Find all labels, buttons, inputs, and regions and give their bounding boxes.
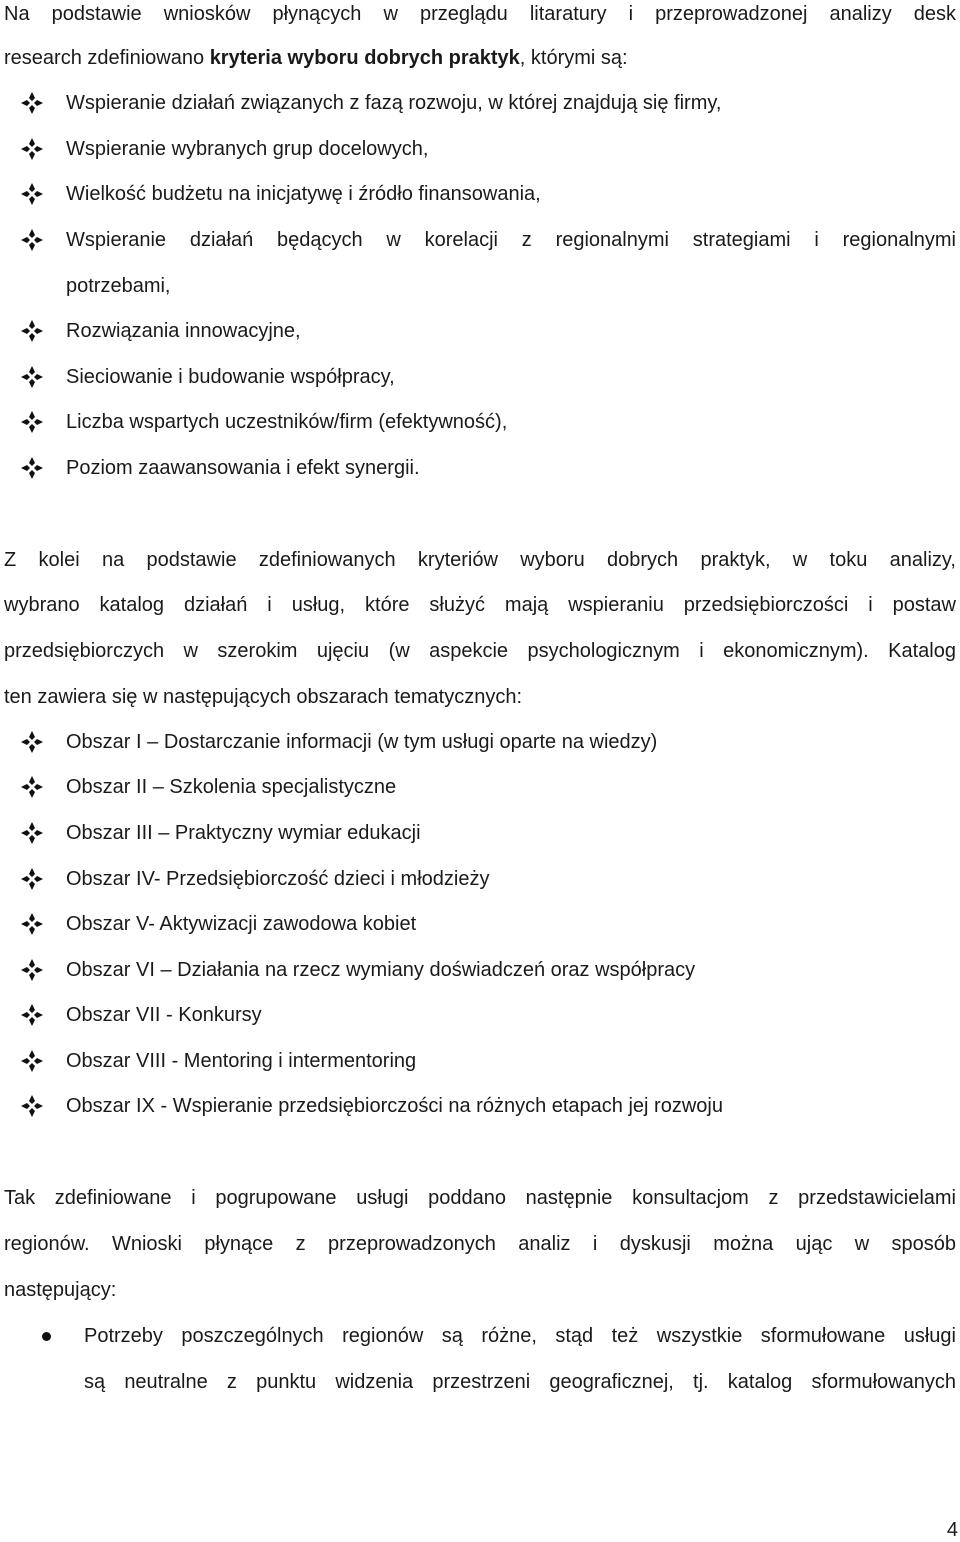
conclusion-item: Potrzeby poszczególnych regionów są różne, stąd też wszystkie sformułowane usługi: [84, 1325, 956, 1347]
para2-line: przedsiębiorczych w szerokim ujęciu (w aspekcie psychologicznym i ekonomicznym). Katalog: [4, 640, 956, 662]
diamond-bullet-icon: [20, 456, 44, 480]
diamond-bullet-icon: [20, 775, 44, 799]
para2-line: ten zawiera się w następujących obszarach tematycznych:: [4, 686, 523, 708]
area-item: Obszar III – Praktyczny wymiar edukacji: [66, 822, 421, 844]
diamond-bullet-icon: [20, 1049, 44, 1073]
criteria-item-continuation: potrzebami,: [66, 275, 171, 297]
para2-line: Z kolei na podstawie zdefiniowanych kryteriów wyboru dobrych praktyk, w toku analizy,: [4, 549, 956, 571]
para3-line: następujący:: [4, 1279, 117, 1301]
criteria-item: Wielkość budżetu na inicjatywę i źródło finansowania,: [66, 183, 541, 205]
para3-line: regionów. Wnioski płynące z przeprowadzonych analiz i dyskusji można ując w sposób: [4, 1233, 956, 1255]
page-number: 4: [946, 1519, 958, 1541]
para2-line: wybrano katalog działań i usług, które służyć mają wspieraniu przedsiębiorczości i postaw: [4, 594, 956, 616]
diamond-bullet-icon: [20, 821, 44, 845]
diamond-bullet-icon: [20, 867, 44, 891]
diamond-bullet-icon: [20, 410, 44, 434]
diamond-bullet-icon: [20, 958, 44, 982]
round-bullet-icon: [42, 1332, 51, 1341]
diamond-bullet-icon: [20, 365, 44, 389]
area-item: Obszar VI – Działania na rzecz wymiany doświadczeń oraz współpracy: [66, 959, 696, 981]
criteria-item: Wspieranie działań będących w korelacji z regionalnymi strategiami i regionalnymi: [66, 229, 956, 251]
diamond-bullet-icon: [20, 137, 44, 161]
conclusion-item-continuation: są neutralne z punktu widzenia przestrzeni geograficznej, tj. katalog sformułowanych: [84, 1371, 956, 1393]
criteria-item: Sieciowanie i budowanie współpracy,: [66, 366, 395, 388]
diamond-bullet-icon: [20, 1094, 44, 1118]
diamond-bullet-icon: [20, 1003, 44, 1027]
area-item: Obszar I – Dostarczanie informacji (w tym usługi oparte na wiedzy): [66, 731, 658, 753]
intro-line-2-pre: research zdefiniowano: [4, 47, 210, 69]
criteria-item: Poziom zaawansowania i efekt synergii.: [66, 457, 420, 479]
diamond-bullet-icon: [20, 228, 44, 252]
criteria-item: Rozwiązania innowacyjne,: [66, 320, 301, 342]
area-item: Obszar IV- Przedsiębiorczość dzieci i młodzieży: [66, 868, 490, 890]
para3-line: Tak zdefiniowane i pogrupowane usługi poddano następnie konsultacjom z przedstawicielami: [4, 1187, 956, 1209]
area-item: Obszar IX - Wspieranie przedsiębiorczości na różnych etapach jej rozwoju: [66, 1095, 723, 1117]
area-item: Obszar V- Aktywizacji zawodowa kobiet: [66, 913, 417, 935]
intro-criteria-bold: kryteria wyboru dobrych praktyk: [209, 47, 520, 69]
intro-line-1: Na podstawie wniosków płynących w przeglądu litaratury i przeprowadzonej analizy desk: [4, 3, 956, 25]
diamond-bullet-icon: [20, 912, 44, 936]
area-item: Obszar VII - Konkursy: [66, 1004, 262, 1026]
criteria-item: Liczba wspartych uczestników/firm (efektywność),: [66, 411, 508, 433]
diamond-bullet-icon: [20, 91, 44, 115]
criteria-item: Wspieranie działań związanych z fazą rozwoju, w której znajdują się firmy,: [66, 92, 722, 114]
area-item: Obszar II – Szkolenia specjalistyczne: [66, 776, 397, 798]
diamond-bullet-icon: [20, 182, 44, 206]
criteria-item: Wspieranie wybranych grup docelowych,: [66, 138, 429, 160]
intro-line-2: [4, 44, 628, 72]
area-item: Obszar VIII - Mentoring i intermentoring: [66, 1050, 417, 1072]
intro-line-2-post: , którymi są:: [519, 47, 628, 69]
diamond-bullet-icon: [20, 319, 44, 343]
diamond-bullet-icon: [20, 730, 44, 754]
